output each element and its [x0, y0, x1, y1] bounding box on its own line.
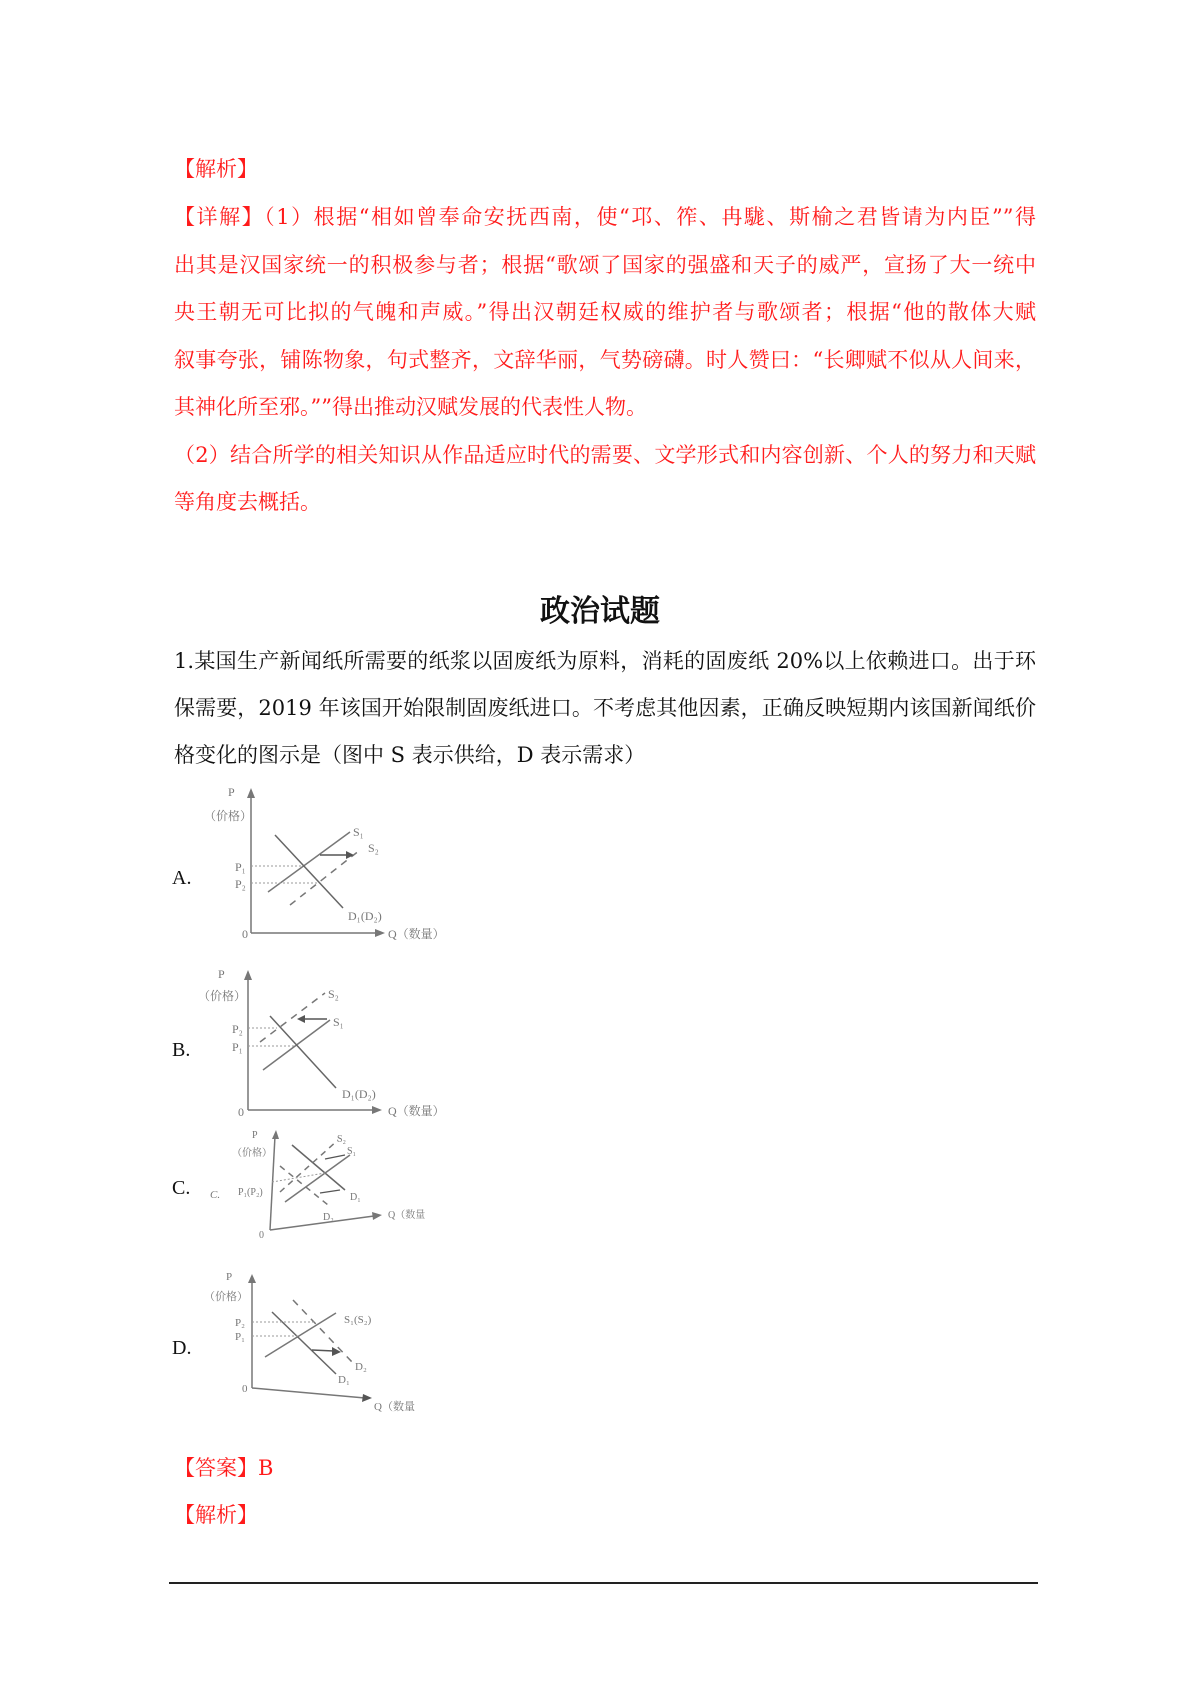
p-label: P: [226, 1271, 233, 1283]
arrow-icon: [247, 788, 255, 798]
detail-line: 等角度去概括。: [174, 490, 321, 514]
arrow-icon: [244, 970, 252, 980]
supply-curve-s1: [285, 1155, 350, 1202]
price-label: （价格）: [204, 809, 253, 823]
arrow-icon: [375, 929, 385, 937]
analysis-heading-2: 【解析】: [174, 1503, 258, 1527]
supply-curve-s2: [290, 850, 360, 905]
p1-label: P₁: [235, 1331, 245, 1343]
option-a-label: A.: [172, 867, 192, 889]
question-line: 格变化的图示是（图中 S 表示供给，D 表示需求）: [174, 743, 646, 767]
origin-label: 0: [259, 1230, 264, 1241]
shift-arrow: [320, 1190, 340, 1193]
price-label: （价格）: [204, 1291, 248, 1303]
q-label: Q（数量: [374, 1401, 415, 1413]
origin-label: 0: [238, 1105, 244, 1119]
answer: 【答案】B: [174, 1456, 274, 1480]
arrow-icon: [372, 1106, 382, 1114]
price-label: （价格）: [198, 989, 247, 1003]
option-c-label: C.: [172, 1177, 191, 1199]
demand-curve-d1: [292, 1145, 345, 1190]
analysis-heading: 【解析】: [174, 157, 258, 181]
s1-label: S₁: [333, 1015, 344, 1029]
arrow-icon: [297, 1015, 305, 1023]
section-title: 政治试题: [540, 594, 660, 629]
p-label: P: [218, 967, 225, 981]
detail-line: 叙事夸张，铺陈物象，句式整齐，文辞华丽，气势磅礴。时人赞曰：“长卿赋不似从人间来，: [174, 348, 1036, 372]
p1-label: P₁: [235, 860, 246, 874]
option-d-label: D.: [172, 1337, 192, 1359]
s2-label: S₂: [337, 1134, 347, 1145]
d1-label: D₁: [338, 1374, 350, 1386]
q-label: Q（数量: [388, 1210, 426, 1221]
option-c-figure[interactable]: [160, 1130, 500, 1260]
quantity-axis: [252, 1388, 365, 1398]
d2-label: D₂: [355, 1361, 367, 1373]
price-label: （价格）: [232, 1148, 272, 1159]
footer-divider: [169, 1582, 1038, 1584]
quantity-axis: [270, 1216, 374, 1230]
shift-arrow: [312, 1350, 334, 1351]
p1-label: P₁: [232, 1040, 243, 1054]
p2-label: P₂: [235, 1317, 245, 1329]
demand-curve: [270, 1016, 336, 1088]
arrow-icon: [372, 1212, 382, 1220]
arrow-icon: [248, 1274, 256, 1283]
s1-label: S₁: [347, 1146, 357, 1157]
d-label: D₁(D₂): [342, 1087, 376, 1101]
arrow-icon: [362, 1394, 372, 1402]
p-label: P: [228, 785, 235, 799]
demand-curve-d1: [272, 1312, 336, 1374]
detail-line: 出其是汉国家统一的积极参与者；根据“歌颂了国家的强盛和天子的威严，宣扬了大一统中: [174, 253, 1036, 277]
demand-curve-d2: [280, 1166, 328, 1205]
question-line: 1.某国生产新闻纸所需要的纸浆以固废纸为原料，消耗的固废纸 20%以上依赖进口。出于环: [174, 649, 1036, 673]
supply-curve-s2: [260, 993, 325, 1042]
s1-label: S₁: [353, 825, 364, 839]
p1p2-label: P₁(P₂): [238, 1187, 263, 1198]
detail-line: （2）结合所学的相关知识从作品适应时代的需要、文学形式和内容创新、个人的努力和天赋: [174, 443, 1036, 467]
option-d-figure[interactable]: [160, 1270, 500, 1440]
arrow-icon: [346, 851, 354, 859]
origin-label: 0: [242, 1383, 248, 1395]
question-line: 保需要，2019 年该国开始限制固废纸进口。不考虑其他因素，正确反映短期内该国新闻纸价: [174, 696, 1036, 720]
p-label: P: [252, 1130, 258, 1141]
option-c-inner-label: C.: [210, 1189, 221, 1201]
option-b-label: B.: [172, 1039, 191, 1061]
demand-curve-d2: [293, 1300, 352, 1362]
d-label: D₁(D₂): [348, 909, 382, 923]
d2-label: D₂: [323, 1212, 334, 1223]
detail-line: 其神化所至邪。””得出推动汉赋发展的代表性人物。: [174, 395, 647, 419]
p2-label: P₂: [232, 1022, 243, 1036]
shift-arrow: [325, 1155, 345, 1159]
arrow-icon: [272, 1130, 279, 1139]
s2-label: S₂: [328, 987, 339, 1001]
origin-label: 0: [242, 927, 248, 941]
s-label: S₁(S₂): [344, 1314, 372, 1326]
s2-label: S₂: [368, 841, 379, 855]
q-label: Q（数量）: [388, 927, 445, 941]
option-b-figure[interactable]: [160, 960, 500, 1140]
option-a-figure[interactable]: [160, 780, 500, 960]
p2-label: P₂: [235, 877, 246, 891]
detail-line: 央王朝无可比拟的气魄和声威。”得出汉朝廷权威的维护者与歌颂者；根据“他的散体大赋: [174, 300, 1036, 324]
detail-line: 【详解】（1）根据“相如曾奉命安抚西南，使“邛、筰、冉駹、斯榆之君皆请为内臣””得: [174, 205, 1036, 229]
q-label: Q（数量）: [388, 1104, 445, 1118]
d1-label: D₁: [350, 1192, 361, 1203]
